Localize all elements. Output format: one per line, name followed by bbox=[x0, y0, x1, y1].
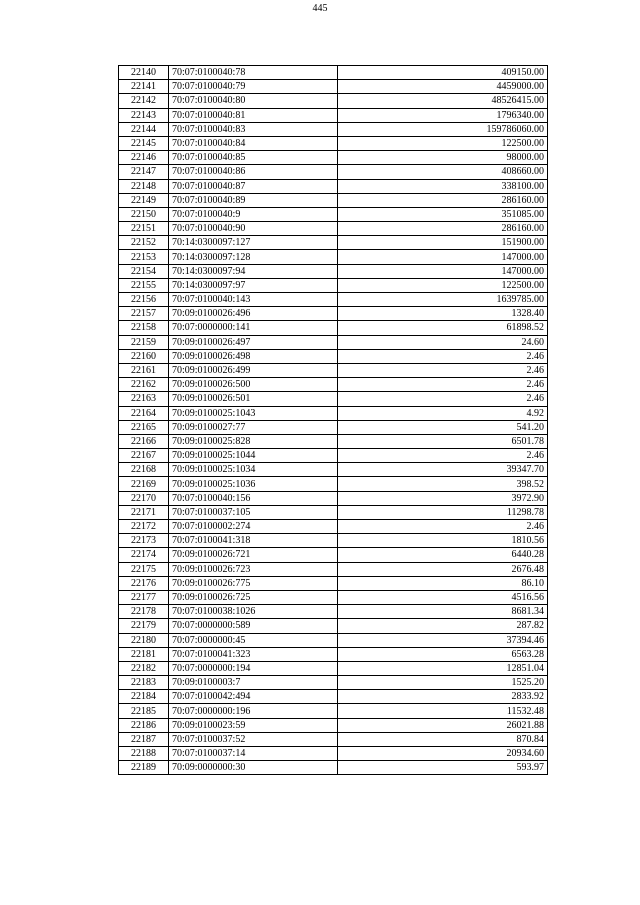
cadastral-number-cell: 70:07:0100040:86 bbox=[169, 165, 338, 179]
row-number-cell: 22152 bbox=[119, 236, 169, 250]
row-number-cell: 22154 bbox=[119, 264, 169, 278]
row-number-cell: 22141 bbox=[119, 80, 169, 94]
cadastral-number-cell: 70:07:0100040:78 bbox=[169, 66, 338, 80]
cadastral-number-cell: 70:09:0100023:59 bbox=[169, 718, 338, 732]
table-row bbox=[119, 66, 548, 80]
row-number-cell: 22173 bbox=[119, 534, 169, 548]
row-number-cell: 22156 bbox=[119, 293, 169, 307]
cadastral-value-cell: 147000.00 bbox=[338, 250, 548, 264]
table-row bbox=[119, 108, 548, 122]
cadastral-number-cell: 70:14:0300097:128 bbox=[169, 250, 338, 264]
cadastral-value-cell: 1796340.00 bbox=[338, 108, 548, 122]
cadastral-value-cell: 6440.28 bbox=[338, 548, 548, 562]
cadastral-number-cell: 70:07:0100040:143 bbox=[169, 293, 338, 307]
table-row bbox=[119, 505, 548, 519]
table-row bbox=[119, 548, 548, 562]
row-number-cell: 22162 bbox=[119, 378, 169, 392]
cadastral-number-cell: 70:07:0100040:81 bbox=[169, 108, 338, 122]
cadastral-value-cell: 1328.40 bbox=[338, 307, 548, 321]
row-number-cell: 22189 bbox=[119, 761, 169, 775]
cadastral-number-cell: 70:09:0100025:1044 bbox=[169, 449, 338, 463]
row-number-cell: 22181 bbox=[119, 647, 169, 661]
table-row bbox=[119, 122, 548, 136]
cadastral-number-cell: 70:07:0100040:83 bbox=[169, 122, 338, 136]
cadastral-value-table bbox=[118, 65, 548, 775]
table-row bbox=[119, 349, 548, 363]
table-row bbox=[119, 477, 548, 491]
row-number-cell: 22177 bbox=[119, 590, 169, 604]
cadastral-value-cell: 61898.52 bbox=[338, 321, 548, 335]
table-row bbox=[119, 732, 548, 746]
row-number-cell: 22166 bbox=[119, 434, 169, 448]
cadastral-number-cell: 70:07:0100037:14 bbox=[169, 747, 338, 761]
table-row bbox=[119, 94, 548, 108]
cadastral-number-cell: 70:14:0300097:97 bbox=[169, 278, 338, 292]
cadastral-number-cell: 70:07:0000000:141 bbox=[169, 321, 338, 335]
cadastral-number-cell: 70:09:0100026:721 bbox=[169, 548, 338, 562]
table-row bbox=[119, 590, 548, 604]
cadastral-value-cell: 286160.00 bbox=[338, 193, 548, 207]
cadastral-value-cell: 8681.34 bbox=[338, 605, 548, 619]
cadastral-number-cell: 70:07:0000000:194 bbox=[169, 661, 338, 675]
cadastral-number-cell: 70:07:0100040:79 bbox=[169, 80, 338, 94]
cadastral-number-cell: 70:09:0100026:500 bbox=[169, 378, 338, 392]
cadastral-number-cell: 70:07:0100041:318 bbox=[169, 534, 338, 548]
cadastral-value-cell: 4.92 bbox=[338, 406, 548, 420]
cadastral-value-cell: 151900.00 bbox=[338, 236, 548, 250]
row-number-cell: 22143 bbox=[119, 108, 169, 122]
row-number-cell: 22167 bbox=[119, 449, 169, 463]
table-row bbox=[119, 676, 548, 690]
cadastral-value-cell: 37394.46 bbox=[338, 633, 548, 647]
cadastral-value-cell: 86.10 bbox=[338, 576, 548, 590]
table-row bbox=[119, 321, 548, 335]
row-number-cell: 22155 bbox=[119, 278, 169, 292]
cadastral-number-cell: 70:09:0100026:496 bbox=[169, 307, 338, 321]
cadastral-number-cell: 70:09:0100025:1034 bbox=[169, 463, 338, 477]
cadastral-number-cell: 70:07:0100038:1026 bbox=[169, 605, 338, 619]
cadastral-value-cell: 286160.00 bbox=[338, 222, 548, 236]
row-number-cell: 22161 bbox=[119, 363, 169, 377]
row-number-cell: 22151 bbox=[119, 222, 169, 236]
cadastral-value-cell: 48526415.00 bbox=[338, 94, 548, 108]
cadastral-value-cell: 3972.90 bbox=[338, 491, 548, 505]
table-row bbox=[119, 378, 548, 392]
row-number-cell: 22164 bbox=[119, 406, 169, 420]
table-row bbox=[119, 420, 548, 434]
row-number-cell: 22184 bbox=[119, 690, 169, 704]
cadastral-value-cell: 122500.00 bbox=[338, 136, 548, 150]
cadastral-number-cell: 70:09:0100026:775 bbox=[169, 576, 338, 590]
cadastral-value-cell: 11298.78 bbox=[338, 505, 548, 519]
row-number-cell: 22153 bbox=[119, 250, 169, 264]
table-row bbox=[119, 179, 548, 193]
cadastral-number-cell: 70:07:0100040:156 bbox=[169, 491, 338, 505]
table-row bbox=[119, 222, 548, 236]
cadastral-value-cell: 159786060.00 bbox=[338, 122, 548, 136]
cadastral-value-cell: 287.82 bbox=[338, 619, 548, 633]
table-row bbox=[119, 647, 548, 661]
table-row bbox=[119, 250, 548, 264]
row-number-cell: 22148 bbox=[119, 179, 169, 193]
cadastral-number-cell: 70:07:0100040:9 bbox=[169, 207, 338, 221]
cadastral-value-cell: 2833.92 bbox=[338, 690, 548, 704]
table-row bbox=[119, 335, 548, 349]
row-number-cell: 22187 bbox=[119, 732, 169, 746]
cadastral-value-cell: 2.46 bbox=[338, 392, 548, 406]
table-row bbox=[119, 576, 548, 590]
cadastral-number-cell: 70:07:0100040:90 bbox=[169, 222, 338, 236]
row-number-cell: 22183 bbox=[119, 676, 169, 690]
table-row bbox=[119, 151, 548, 165]
row-number-cell: 22145 bbox=[119, 136, 169, 150]
cadastral-value-cell: 4516.56 bbox=[338, 590, 548, 604]
cadastral-value-cell: 2.46 bbox=[338, 349, 548, 363]
cadastral-value-cell: 398.52 bbox=[338, 477, 548, 491]
row-number-cell: 22165 bbox=[119, 420, 169, 434]
cadastral-number-cell: 70:09:0000000:30 bbox=[169, 761, 338, 775]
row-number-cell: 22157 bbox=[119, 307, 169, 321]
table-row bbox=[119, 690, 548, 704]
table-row bbox=[119, 264, 548, 278]
row-number-cell: 22172 bbox=[119, 520, 169, 534]
cadastral-value-cell: 39347.70 bbox=[338, 463, 548, 477]
table-row bbox=[119, 718, 548, 732]
cadastral-number-cell: 70:07:0100041:323 bbox=[169, 647, 338, 661]
page-number: 445 bbox=[312, 3, 328, 14]
table-row bbox=[119, 207, 548, 221]
cadastral-number-cell: 70:09:0100003:7 bbox=[169, 676, 338, 690]
cadastral-number-cell: 70:07:0100040:87 bbox=[169, 179, 338, 193]
table-row bbox=[119, 165, 548, 179]
cadastral-value-cell: 2676.48 bbox=[338, 562, 548, 576]
row-number-cell: 22171 bbox=[119, 505, 169, 519]
table-row bbox=[119, 520, 548, 534]
cadastral-number-cell: 70:07:0100037:105 bbox=[169, 505, 338, 519]
row-number-cell: 22146 bbox=[119, 151, 169, 165]
cadastral-value-cell: 351085.00 bbox=[338, 207, 548, 221]
table-row bbox=[119, 747, 548, 761]
cadastral-number-cell: 70:09:0100027:77 bbox=[169, 420, 338, 434]
row-number-cell: 22170 bbox=[119, 491, 169, 505]
cadastral-number-cell: 70:07:0100040:84 bbox=[169, 136, 338, 150]
row-number-cell: 22147 bbox=[119, 165, 169, 179]
cadastral-value-cell: 2.46 bbox=[338, 378, 548, 392]
cadastral-value-cell: 6563.28 bbox=[338, 647, 548, 661]
cadastral-number-cell: 70:09:0100026:725 bbox=[169, 590, 338, 604]
cadastral-number-cell: 70:07:0100040:80 bbox=[169, 94, 338, 108]
cadastral-number-cell: 70:07:0000000:589 bbox=[169, 619, 338, 633]
cadastral-value-cell: 409150.00 bbox=[338, 66, 548, 80]
table-row bbox=[119, 633, 548, 647]
row-number-cell: 22160 bbox=[119, 349, 169, 363]
cadastral-number-cell: 70:09:0100026:501 bbox=[169, 392, 338, 406]
row-number-cell: 22140 bbox=[119, 66, 169, 80]
cadastral-number-cell: 70:09:0100025:1036 bbox=[169, 477, 338, 491]
row-number-cell: 22144 bbox=[119, 122, 169, 136]
table-row bbox=[119, 562, 548, 576]
table-row bbox=[119, 704, 548, 718]
cadastral-number-cell: 70:07:0100002:274 bbox=[169, 520, 338, 534]
cadastral-value-cell: 20934.60 bbox=[338, 747, 548, 761]
table-row bbox=[119, 307, 548, 321]
table-row bbox=[119, 80, 548, 94]
cadastral-value-cell: 26021.88 bbox=[338, 718, 548, 732]
row-number-cell: 22182 bbox=[119, 661, 169, 675]
row-number-cell: 22179 bbox=[119, 619, 169, 633]
table-row bbox=[119, 236, 548, 250]
row-number-cell: 22169 bbox=[119, 477, 169, 491]
row-number-cell: 22185 bbox=[119, 704, 169, 718]
table-row bbox=[119, 619, 548, 633]
cadastral-number-cell: 70:09:0100025:828 bbox=[169, 434, 338, 448]
cadastral-number-cell: 70:09:0100025:1043 bbox=[169, 406, 338, 420]
cadastral-value-cell: 147000.00 bbox=[338, 264, 548, 278]
table-row bbox=[119, 392, 548, 406]
cadastral-number-cell: 70:09:0100026:497 bbox=[169, 335, 338, 349]
cadastral-value-cell: 2.46 bbox=[338, 520, 548, 534]
cadastral-value-cell: 1639785.00 bbox=[338, 293, 548, 307]
cadastral-value-cell: 1810.56 bbox=[338, 534, 548, 548]
cadastral-value-cell: 541.20 bbox=[338, 420, 548, 434]
table-row bbox=[119, 363, 548, 377]
table-row bbox=[119, 406, 548, 420]
table-row bbox=[119, 434, 548, 448]
row-number-cell: 22168 bbox=[119, 463, 169, 477]
table-row bbox=[119, 278, 548, 292]
row-number-cell: 22158 bbox=[119, 321, 169, 335]
cadastral-number-cell: 70:07:0100037:52 bbox=[169, 732, 338, 746]
cadastral-number-cell: 70:09:0100026:498 bbox=[169, 349, 338, 363]
cadastral-number-cell: 70:09:0100026:723 bbox=[169, 562, 338, 576]
row-number-cell: 22180 bbox=[119, 633, 169, 647]
row-number-cell: 22163 bbox=[119, 392, 169, 406]
table-row bbox=[119, 534, 548, 548]
cadastral-number-cell: 70:14:0300097:127 bbox=[169, 236, 338, 250]
row-number-cell: 22159 bbox=[119, 335, 169, 349]
cadastral-value-cell: 870.84 bbox=[338, 732, 548, 746]
table-row bbox=[119, 661, 548, 675]
table-row bbox=[119, 193, 548, 207]
cadastral-value-cell: 593.97 bbox=[338, 761, 548, 775]
table-row bbox=[119, 761, 548, 775]
cadastral-value-cell: 6501.78 bbox=[338, 434, 548, 448]
cadastral-value-cell: 11532.48 bbox=[338, 704, 548, 718]
cadastral-number-cell: 70:14:0300097:94 bbox=[169, 264, 338, 278]
row-number-cell: 22178 bbox=[119, 605, 169, 619]
cadastral-number-cell: 70:07:0100040:89 bbox=[169, 193, 338, 207]
cadastral-value-cell: 98000.00 bbox=[338, 151, 548, 165]
row-number-cell: 22149 bbox=[119, 193, 169, 207]
table-row bbox=[119, 491, 548, 505]
row-number-cell: 22186 bbox=[119, 718, 169, 732]
cadastral-number-cell: 70:07:0100042:494 bbox=[169, 690, 338, 704]
cadastral-value-cell: 24.60 bbox=[338, 335, 548, 349]
row-number-cell: 22188 bbox=[119, 747, 169, 761]
cadastral-value-cell: 4459000.00 bbox=[338, 80, 548, 94]
table-row bbox=[119, 605, 548, 619]
table-row bbox=[119, 449, 548, 463]
cadastral-value-cell: 2.46 bbox=[338, 449, 548, 463]
row-number-cell: 22174 bbox=[119, 548, 169, 562]
row-number-cell: 22175 bbox=[119, 562, 169, 576]
cadastral-number-cell: 70:09:0100026:499 bbox=[169, 363, 338, 377]
table-row bbox=[119, 136, 548, 150]
cadastral-value-cell: 2.46 bbox=[338, 363, 548, 377]
row-number-cell: 22176 bbox=[119, 576, 169, 590]
table-body bbox=[119, 66, 548, 775]
cadastral-number-cell: 70:07:0100040:85 bbox=[169, 151, 338, 165]
table-row bbox=[119, 293, 548, 307]
cadastral-value-cell: 408660.00 bbox=[338, 165, 548, 179]
cadastral-value-cell: 1525.20 bbox=[338, 676, 548, 690]
cadastral-value-cell: 122500.00 bbox=[338, 278, 548, 292]
cadastral-number-cell: 70:07:0000000:45 bbox=[169, 633, 338, 647]
row-number-cell: 22150 bbox=[119, 207, 169, 221]
cadastral-number-cell: 70:07:0000000:196 bbox=[169, 704, 338, 718]
table-row bbox=[119, 463, 548, 477]
cadastral-value-cell: 338100.00 bbox=[338, 179, 548, 193]
row-number-cell: 22142 bbox=[119, 94, 169, 108]
cadastral-value-cell: 12851.04 bbox=[338, 661, 548, 675]
